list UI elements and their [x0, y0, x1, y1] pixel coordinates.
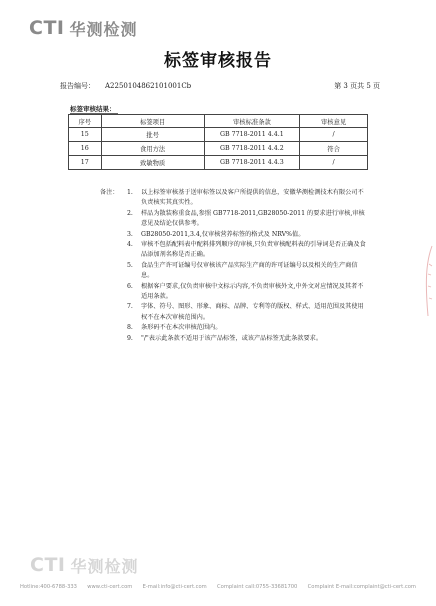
- cell-opinion: 符合: [300, 142, 368, 156]
- notes-list: [100, 188, 368, 344]
- report-number-value: A2250104862101001Cb: [105, 82, 192, 90]
- note-text: "/"表示此条款不适用于该产品标签，或该产品标签无此条款要求。: [141, 334, 323, 342]
- list-item: [127, 230, 368, 240]
- list-item: [127, 334, 368, 344]
- list-item: [127, 240, 368, 261]
- table-header-row: [69, 115, 368, 128]
- list-item: [127, 323, 368, 333]
- header-item: 标签项目: [101, 115, 204, 128]
- page-title: 标签审核报告: [164, 51, 272, 71]
- list-item: [127, 282, 368, 303]
- list-item: [127, 302, 368, 323]
- cell-standard: GB 7718-2011 4.4.1: [204, 128, 299, 142]
- note-number: 8.: [127, 324, 133, 332]
- cell-item: 致敏物质: [101, 156, 204, 170]
- report-number: [60, 81, 191, 91]
- note-text: 条形码不在本次审核范围内。: [141, 324, 222, 332]
- report-number-label: 报告编号：: [60, 82, 95, 90]
- seal-stamp-fragment: [422, 242, 434, 320]
- table-row: [69, 142, 368, 156]
- note-number: 7.: [127, 303, 133, 311]
- footer-hotline: Hotline:400-6788-333: [20, 584, 77, 590]
- note-text: 以上标签审核基于送审标签以及客户所提供的信息，安徽华测检测技术有限公司不负责核实其真实性。: [141, 189, 364, 207]
- footer-email[interactable]: E-mail:info@cti-cert.com: [142, 584, 207, 590]
- header-standard: 审核标准条款: [204, 115, 299, 128]
- note-text: GB28050-2011,3.4,仅审核营养标签的格式及 NRV%值。: [141, 230, 305, 238]
- footer-complaint-call: Complaint call:0755-33681700: [217, 584, 298, 590]
- footer-logo-watermark: [30, 555, 139, 575]
- header-opinion: 审核意见: [300, 115, 368, 128]
- note-text: 字体、符号、图形、形象、商标、品牌、专利等的版权、样式、适用范围及其使用权不在本次审核范围内。: [141, 303, 364, 321]
- note-number: 5.: [127, 261, 133, 269]
- page-indicator-text: 第 3 页共 5 页: [334, 82, 380, 90]
- footer-complaint-email[interactable]: Complaint E-mail:complaint@cti-cert.com: [307, 584, 416, 590]
- list-item: [127, 188, 368, 209]
- note-text: 食品生产许可证编号仅审核该产品实际生产商的许可证编号以及相关的生产商信息。: [141, 261, 358, 280]
- note-number: 2.: [127, 209, 133, 217]
- report-meta: [60, 81, 380, 93]
- cell-standard: GB 7718-2011 4.4.3: [204, 156, 299, 170]
- footer-website[interactable]: www.cti-cert.com: [87, 584, 133, 590]
- logo-cti-text: CTI: [29, 17, 65, 39]
- note-text: 样品为散装称重食品,参照 GB7718-2011,GB28050-2011 的要求进行审核,审核意见及结论仅供参考。: [141, 209, 365, 228]
- header-no: 序号: [69, 115, 102, 128]
- logo-cn-text: 华测检测: [69, 19, 138, 39]
- cell-no: 15: [69, 128, 102, 142]
- company-logo: [29, 16, 138, 40]
- note-text: 审核不包括配料表中配料排列顺序的审核,只负责审核配料表的引导词是否正确及食品添加剂名称是否正确。: [141, 241, 366, 259]
- cell-no: 17: [69, 156, 102, 170]
- cell-no: 16: [69, 142, 102, 156]
- cell-opinion: /: [300, 128, 368, 142]
- list-item: [127, 209, 368, 230]
- cell-opinion: /: [300, 156, 368, 170]
- table-row: [69, 156, 368, 170]
- cell-item: 食用方法: [101, 142, 204, 156]
- note-text: 根据客户要求,仅负责审核中文标示内容,不负责审核外文,中外文对应情况及其者不适用条款。: [141, 282, 364, 301]
- note-number: 1.: [127, 189, 133, 196]
- page-footer: [20, 584, 416, 596]
- notes-label: 备注：: [100, 189, 119, 196]
- review-table: [68, 114, 368, 170]
- watermark-cti-text: CTI: [30, 554, 66, 576]
- note-number: 4.: [127, 241, 133, 249]
- watermark-cn-text: 华测检测: [70, 556, 139, 576]
- note-number: 9.: [127, 334, 133, 342]
- note-number: 6.: [127, 282, 133, 290]
- note-number: 3.: [127, 230, 133, 238]
- cell-item: 批号: [101, 128, 204, 142]
- table-row: [69, 128, 368, 142]
- cell-standard: GB 7718-2011 4.4.2: [204, 142, 299, 156]
- notes-section: [100, 188, 368, 344]
- section-title: 标签审核结果：: [70, 105, 116, 113]
- page-indicator: [334, 81, 380, 91]
- list-item: [127, 261, 368, 282]
